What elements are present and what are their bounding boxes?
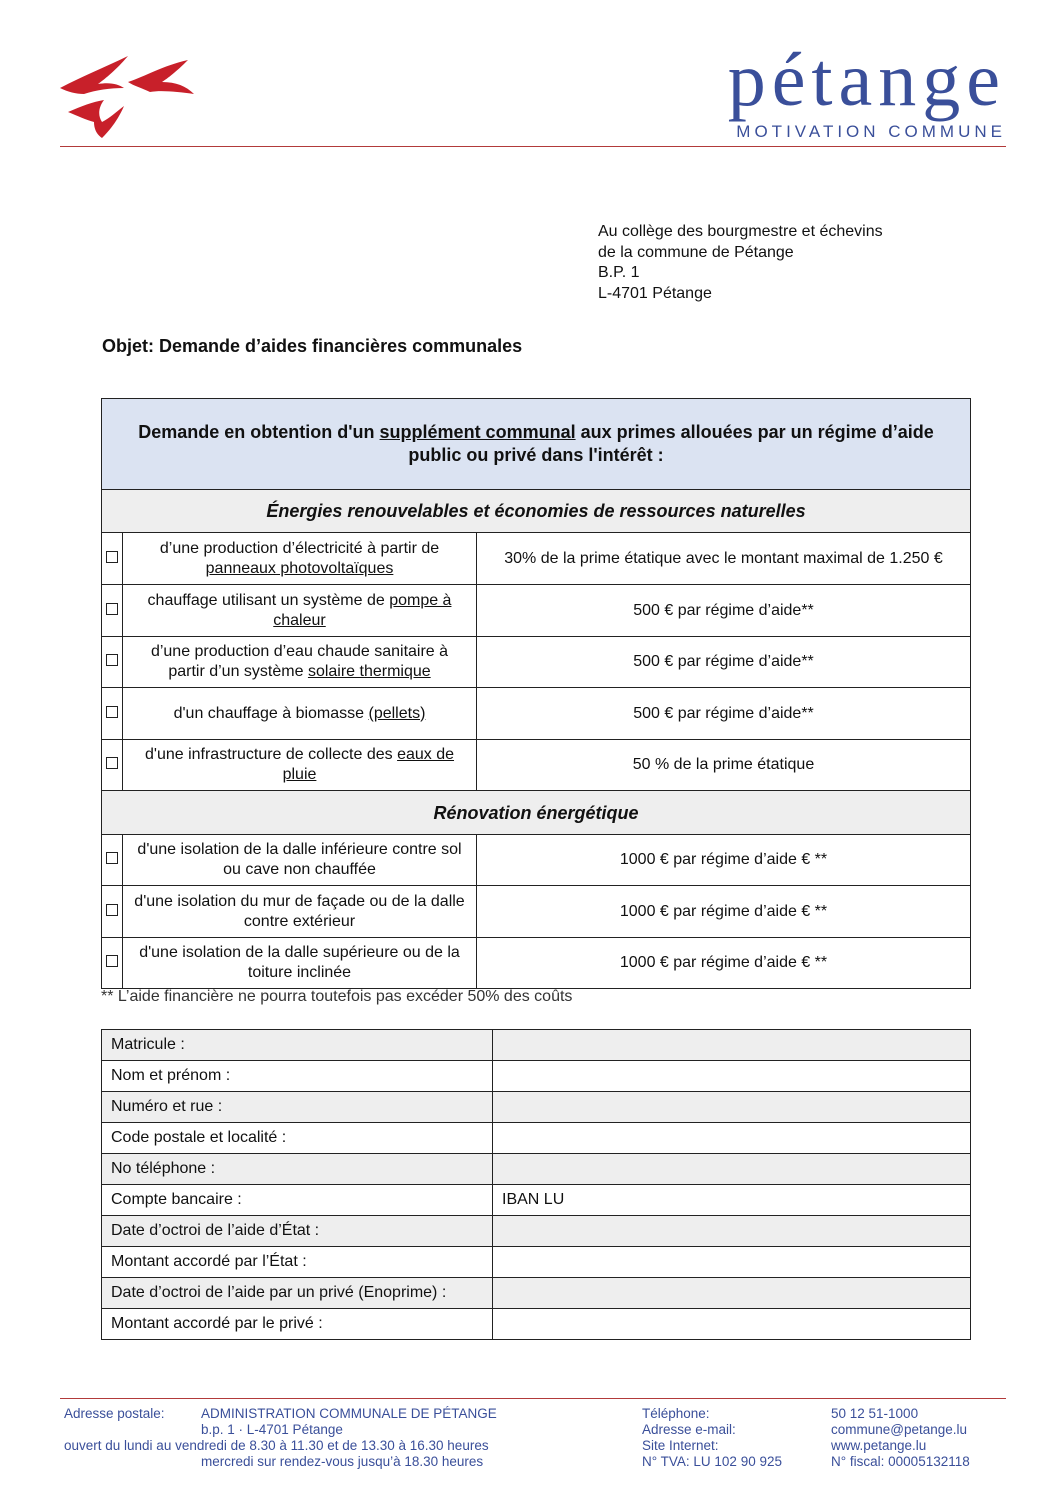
footer-admin: ADMINISTRATION COMMUNALE DE PÉTANGE: [201, 1406, 497, 1421]
field-input[interactable]: [493, 1247, 971, 1278]
request-table-header: [102, 399, 971, 490]
aid-description: d'une infrastructure de collecte des eaux de pluie: [123, 740, 477, 791]
aid-checkbox[interactable]: [102, 740, 123, 791]
field-input[interactable]: IBAN LU: [493, 1185, 971, 1216]
footer-site-link[interactable]: www.petange.lu: [831, 1438, 927, 1453]
field-input[interactable]: [493, 1030, 971, 1061]
aid-amount: 500 € par régime d’aide**: [477, 585, 971, 637]
form-row: [102, 1216, 971, 1247]
aid-amount: 50 % de la prime étatique: [477, 740, 971, 791]
aid-amount: 500 € par régime d’aide**: [477, 688, 971, 740]
aid-checkbox[interactable]: [102, 835, 123, 886]
recipient-line: B.P. 1: [598, 264, 640, 281]
aid-amount: 1000 € par régime d’aide € **: [477, 835, 971, 886]
aid-checkbox[interactable]: [102, 688, 123, 740]
header-underlined-text: supplément communal: [379, 422, 576, 442]
aid-description: chauffage utilisant un système de pompe à chaleur: [123, 585, 477, 637]
field-input[interactable]: [493, 1309, 971, 1340]
field-label: Numéro et rue :: [102, 1092, 493, 1123]
aid-amount: 500 € par régime d’aide**: [477, 637, 971, 688]
field-label: Compte bancaire :: [102, 1185, 493, 1216]
footer-tel: 50 12 51-1000: [831, 1406, 919, 1421]
form-row: [102, 1278, 971, 1309]
footer: [64, 1406, 1004, 1476]
field-label: Date d’octroi de l’aide d’État :: [102, 1216, 493, 1247]
footer-vat: N° TVA: LU 102 90 925: [642, 1454, 782, 1469]
recipient-line: Au collège des bourgmestre et échevins: [598, 223, 883, 240]
aid-description: d’une production d’électricité à partir de panneaux photovoltaïques: [123, 533, 477, 585]
recipient-address: [598, 222, 883, 304]
aid-checkbox[interactable]: [102, 938, 123, 989]
brand-logo: [728, 40, 1006, 142]
field-input[interactable]: [493, 1154, 971, 1185]
aid-amount: 30% de la prime étatique avec le montant maximal de 1.250 €: [477, 533, 971, 585]
section-renewable: Énergies renouvelables et économies de ressources naturelles: [102, 490, 971, 533]
footer-rule: [60, 1398, 1006, 1399]
three-red-birds-icon: [58, 52, 198, 140]
field-label: Code postale et localité :: [102, 1123, 493, 1154]
footer-email-link[interactable]: commune@petange.lu: [831, 1422, 968, 1437]
table-row: [102, 533, 971, 585]
aid-amount: 1000 € par régime d’aide € **: [477, 938, 971, 989]
table-row: [102, 835, 971, 886]
form-row: [102, 1030, 971, 1061]
form-row: [102, 1154, 971, 1185]
field-input[interactable]: [493, 1278, 971, 1309]
field-input[interactable]: [493, 1123, 971, 1154]
brand-name: pétange: [727, 38, 1006, 122]
field-label: Matricule :: [102, 1030, 493, 1061]
field-label: Montant accordé par le privé :: [102, 1309, 493, 1340]
request-table: [101, 398, 971, 989]
aid-checkbox[interactable]: [102, 637, 123, 688]
aid-checkbox[interactable]: [102, 886, 123, 938]
footer-fiscal: N° fiscal: 00005132118: [831, 1454, 970, 1469]
aid-description: d'une isolation du mur de façade ou de la dalle contre extérieur: [123, 886, 477, 938]
footer-site-label: Site Internet:: [642, 1438, 719, 1453]
section-renovation: Rénovation énergétique: [102, 791, 971, 835]
footer-wednesday: mercredi sur rendez-vous jusqu’à 18.30 heures: [201, 1454, 484, 1469]
field-label: Nom et prénom :: [102, 1061, 493, 1092]
form-row: [102, 1123, 971, 1154]
table-row: [102, 938, 971, 989]
footer-hours: ouvert du lundi au vendredi de 8.30 à 11.30 et de 13.30 à 16.30 heures: [64, 1438, 489, 1453]
table-row: [102, 637, 971, 688]
aid-amount: 1000 € par régime d’aide € **: [477, 886, 971, 938]
recipient-line: L-4701 Pétange: [598, 284, 712, 302]
header-text: Demande en obtention d'un: [138, 422, 380, 442]
brand-tagline: MOTIVATION COMMUNE: [736, 122, 1006, 141]
applicant-form: [101, 1029, 971, 1340]
form-row: [102, 1185, 971, 1216]
header-text: aux primes allouées par un régime d’aide public ou privé dans l'intérêt :: [408, 422, 934, 465]
form-row: [102, 1092, 971, 1123]
table-row: [102, 886, 971, 938]
field-input[interactable]: [493, 1092, 971, 1123]
field-label: Montant accordé par l’État :: [102, 1247, 493, 1278]
field-label: No téléphone :: [102, 1154, 493, 1185]
footer-postal-label: Adresse postale:: [64, 1406, 165, 1421]
header-rule: [60, 146, 1006, 147]
footer-tel-label: Téléphone:: [642, 1406, 710, 1421]
aid-checkbox[interactable]: [102, 533, 123, 585]
form-row: [102, 1061, 971, 1092]
table-row: [102, 740, 971, 791]
aid-checkbox[interactable]: [102, 585, 123, 637]
field-input[interactable]: [493, 1061, 971, 1092]
footer-bp: b.p. 1 · L-4701 Pétange: [201, 1422, 343, 1437]
footnote: ** L’aide financière ne pourra toutefois pas excéder 50% des coûts: [101, 988, 573, 1005]
recipient-line: de la commune de Pétange: [598, 243, 794, 261]
aid-description: d'une isolation de la dalle supérieure ou de la toiture inclinée: [123, 938, 477, 989]
table-row: [102, 585, 971, 637]
field-input[interactable]: [493, 1216, 971, 1247]
aid-description: d'une isolation de la dalle inférieure contre sol ou cave non chauffée: [123, 835, 477, 886]
aid-description: d'un chauffage à biomasse (pellets): [123, 688, 477, 740]
table-row: [102, 688, 971, 740]
form-row: [102, 1309, 971, 1340]
aid-description: d’une production d’eau chaude sanitaire à partir d’un système solaire thermique: [123, 637, 477, 688]
form-row: [102, 1247, 971, 1278]
field-label: Date d’octroi de l’aide par un privé (Enoprime) :: [102, 1278, 493, 1309]
subject-line: Objet: Demande d’aides financières communales: [102, 336, 523, 356]
footer-email-label: Adresse e-mail:: [642, 1422, 736, 1437]
